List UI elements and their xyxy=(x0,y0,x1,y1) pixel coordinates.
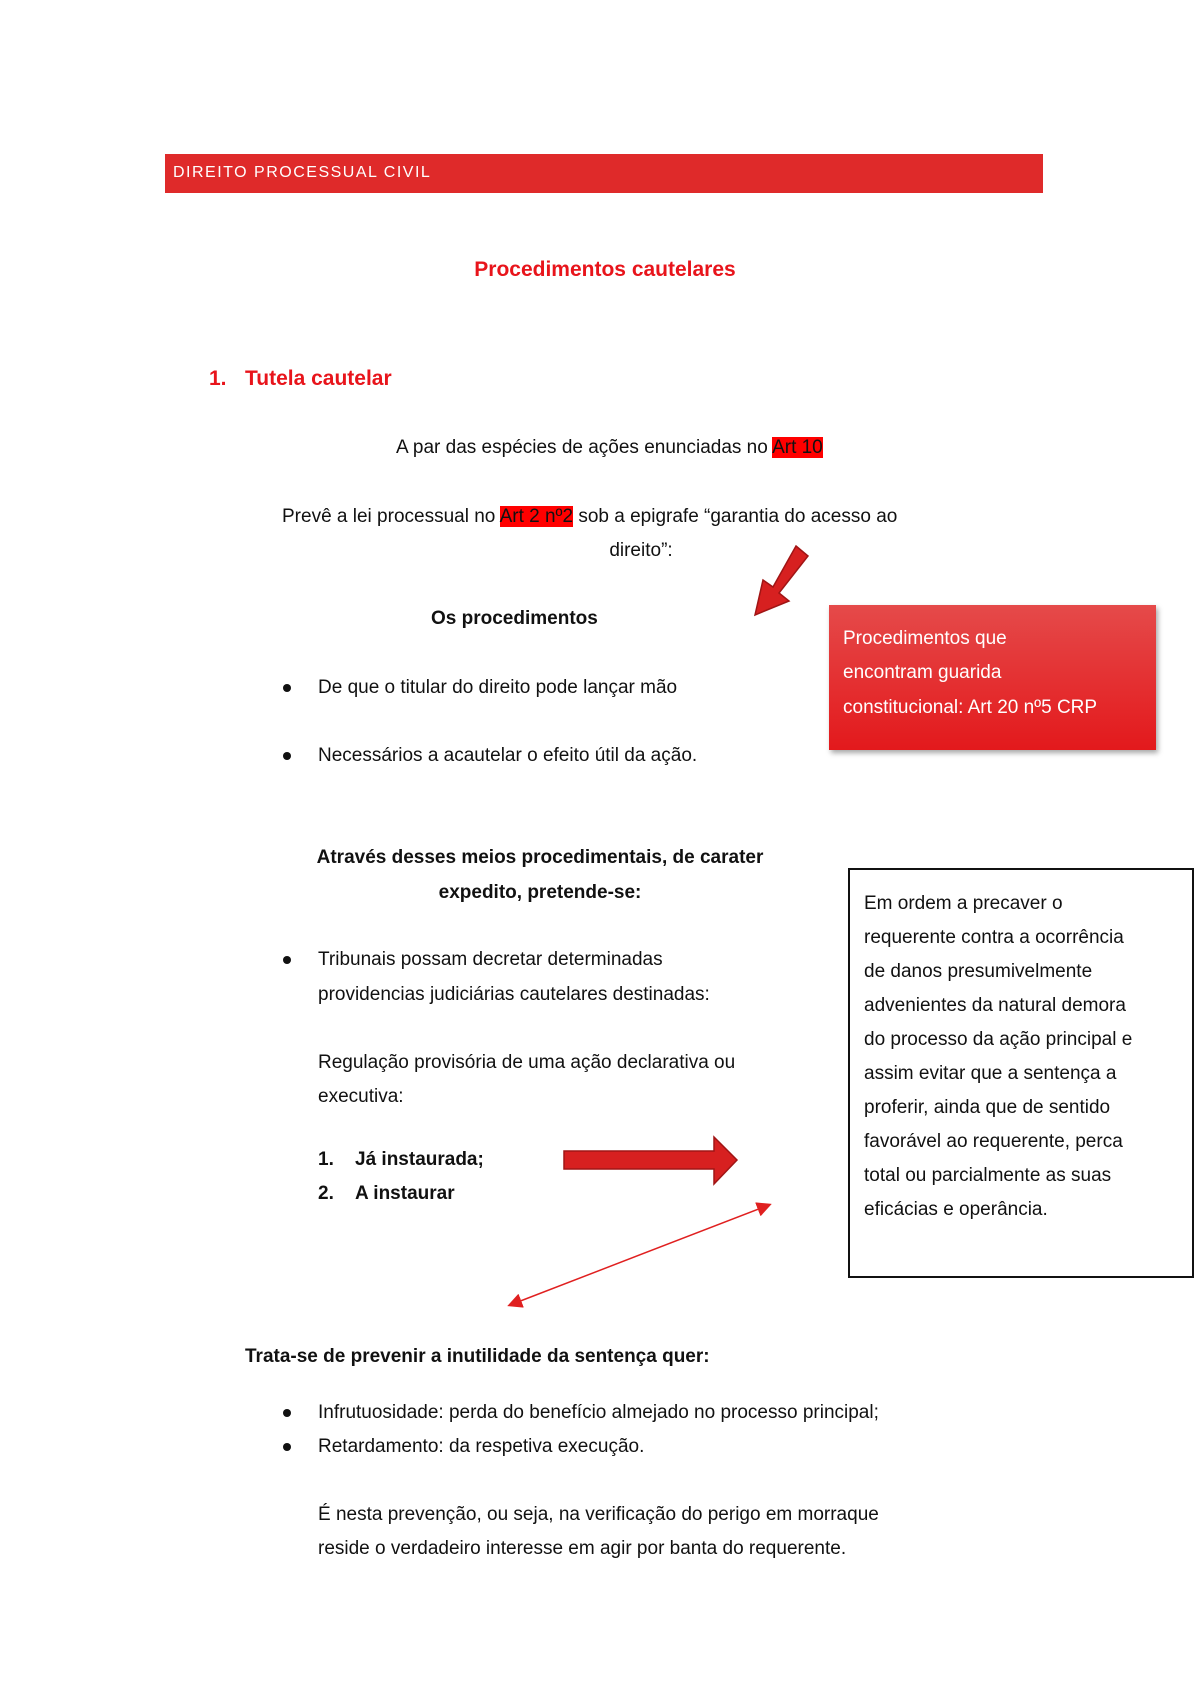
note-line: assim evitar que a sentença a xyxy=(864,1063,1117,1084)
list-item: De que o titular do direito pode lançar mão xyxy=(318,677,678,698)
highlight-art10: Art 10 xyxy=(772,437,823,458)
callout-line: encontram guarida xyxy=(843,662,1002,683)
note-line: do processo da ação principal e xyxy=(864,1029,1133,1050)
list-item: Infrutuosidade: perda do benefício almejado no processo principal; xyxy=(318,1402,879,1423)
numbered-item: Já instaurada; xyxy=(355,1149,484,1170)
list-item: Retardamento: da respetiva execução. xyxy=(318,1436,645,1457)
numbered-item: A instaurar xyxy=(355,1183,455,1204)
double-arrow-icon xyxy=(510,1205,769,1305)
text: sob a epigrafe “garantia do acesso ao xyxy=(573,506,898,527)
regulacao-text-line2: executiva: xyxy=(318,1086,404,1107)
callout-line: Procedimentos que xyxy=(843,628,1007,649)
note-line: advenientes da natural demora xyxy=(864,995,1126,1016)
note-line: Em ordem a precaver o xyxy=(864,893,1063,914)
section-number: 1. xyxy=(209,367,227,390)
regulacao-text: Regulação provisória de uma ação declarativa ou xyxy=(318,1052,736,1073)
list-item: Necessários a acautelar o efeito útil da ação. xyxy=(318,745,698,766)
down-left-arrow-icon xyxy=(755,546,808,615)
document-title: Procedimentos cautelares xyxy=(474,258,736,281)
note-line: proferir, ainda que de sentido xyxy=(864,1097,1111,1118)
paragraph-preve-line2: direito”: xyxy=(609,540,673,561)
conclusion-paragraph: É nesta prevenção, ou seja, na verificação do perigo em morraque xyxy=(318,1504,879,1525)
trata-heading: Trata-se de prevenir a inutilidade da sentença quer: xyxy=(245,1346,710,1367)
conclusion-paragraph-line2: reside o verdadeiro interesse em agir por banta do requerente. xyxy=(318,1538,847,1559)
list-item-line2: providencias judiciárias cautelares destinadas: xyxy=(318,984,710,1005)
note-line: de danos presumivelmente xyxy=(864,961,1093,982)
procedimentos-heading: Os procedimentos xyxy=(431,608,598,629)
list-item: Tribunais possam decretar determinadas xyxy=(318,949,663,970)
atraves-heading: Através desses meios procedimentais, de carater xyxy=(316,847,764,868)
header-title: DIREITO PROCESSUAL CIVIL xyxy=(173,164,432,181)
note-line: requerente contra a ocorrência xyxy=(864,927,1124,948)
text: A par das espécies de ações enunciadas no xyxy=(396,437,773,458)
note-line: total ou parcialmente as suas xyxy=(864,1165,1112,1186)
note-line: favorável ao requerente, perca xyxy=(864,1131,1123,1152)
numbered-marker: 2. xyxy=(318,1183,334,1204)
highlight-art2: Art 2 nº2 xyxy=(499,506,574,527)
section-heading: Tutela cautelar xyxy=(245,367,392,390)
numbered-marker: 1. xyxy=(318,1149,334,1170)
right-arrow-icon xyxy=(564,1137,737,1184)
text: Prevê a lei processual no xyxy=(282,506,500,527)
note-line: eficácias e operância. xyxy=(864,1199,1048,1220)
callout-line: constitucional: Art 20 nº5 CRP xyxy=(843,697,1098,718)
atraves-heading-line2: expedito, pretende-se: xyxy=(438,882,642,903)
